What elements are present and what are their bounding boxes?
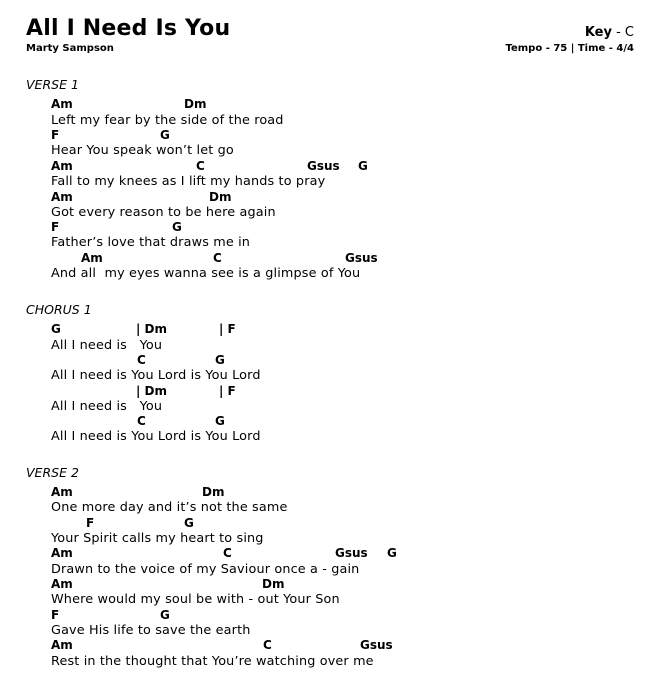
chord: Am	[51, 485, 73, 499]
section-title: VERSE 1	[26, 77, 79, 92]
chord: G	[160, 608, 170, 622]
key-label: Key	[584, 25, 612, 40]
lyric-line: Hear You speak won’t let go	[51, 143, 234, 158]
lyric-line: Your Spirit calls my heart to sing	[51, 531, 264, 546]
chord: C	[137, 353, 146, 367]
chord: Gsus	[307, 159, 340, 173]
song-title: All I Need Is You	[26, 16, 231, 41]
chord: C	[213, 251, 222, 265]
chord-line	[51, 251, 641, 265]
chord: Am	[51, 159, 73, 173]
lyric-line: Rest in the thought that You’re watching over me	[51, 654, 374, 669]
chord: Dm	[184, 97, 207, 111]
chord: G	[51, 322, 61, 336]
chord: G	[184, 516, 194, 530]
chord: F	[51, 128, 60, 142]
chord-line	[51, 485, 641, 499]
chord: C	[263, 638, 272, 652]
chord-line	[51, 546, 641, 560]
section-title: VERSE 2	[26, 465, 79, 480]
chord: Gsus	[360, 638, 393, 652]
section-title: CHORUS 1	[26, 302, 92, 317]
chord-line	[51, 516, 641, 530]
key-indicator	[585, 25, 634, 41]
chord: C	[223, 546, 232, 560]
chord: G	[387, 546, 397, 560]
chord: G	[215, 353, 225, 367]
chord: | Dm	[136, 322, 168, 336]
chord: F	[86, 516, 95, 530]
chord: Dm	[262, 577, 285, 591]
lyric-line: And all my eyes wanna see is a glimpse of You	[51, 266, 361, 281]
chord-line	[51, 638, 641, 652]
lyric-line: All I need is You	[51, 399, 163, 414]
lyric-line: Gave His life to save the earth	[51, 623, 251, 638]
chord: | F	[219, 322, 236, 336]
chord: G	[160, 128, 170, 142]
lyric-line: Got every reason to be here again	[51, 205, 276, 220]
chord: G	[215, 414, 225, 428]
chord: | F	[219, 384, 236, 398]
lyric-line: Drawn to the voice of my Saviour once a - gain	[51, 562, 360, 577]
lyric-line: Fall to my knees as I lift my hands to pray	[51, 174, 326, 189]
chord: Dm	[209, 190, 232, 204]
chord-line	[51, 220, 641, 234]
lyric-line: All I need is You Lord is You Lord	[51, 368, 261, 383]
key-value: - C	[616, 25, 634, 40]
lyric-line: All I need is You	[51, 338, 163, 353]
chord: Gsus	[345, 251, 378, 265]
chord: Am	[51, 546, 73, 560]
chord: Am	[51, 577, 73, 591]
chord: F	[51, 220, 60, 234]
lyric-line: One more day and it’s not the same	[51, 500, 288, 515]
lyric-line: Left my fear by the side of the road	[51, 113, 284, 128]
chord: Am	[51, 190, 73, 204]
chord: G	[358, 159, 368, 173]
chord: | Dm	[136, 384, 168, 398]
lyric-line: Father’s love that draws me in	[51, 235, 251, 250]
chord-line	[51, 97, 641, 111]
chord-line	[51, 190, 641, 204]
lyric-line: All I need is You Lord is You Lord	[51, 429, 261, 444]
chord: Am	[51, 638, 73, 652]
chord-line	[51, 353, 641, 367]
chord: Dm	[202, 485, 225, 499]
chord: Am	[81, 251, 103, 265]
chord-line	[51, 159, 641, 173]
artist-name: Marty Sampson	[26, 43, 114, 54]
chord-line	[51, 384, 641, 398]
tempo-time: Tempo - 75 | Time - 4/4	[505, 43, 634, 54]
chord: C	[196, 159, 205, 173]
chord: C	[137, 414, 146, 428]
chord-line	[51, 577, 641, 591]
chord-line	[51, 608, 641, 622]
chord-line	[51, 128, 641, 142]
chord-line	[51, 414, 641, 428]
chord: Am	[51, 97, 73, 111]
chord: G	[172, 220, 182, 234]
lyric-line: Where would my soul be with - out Your Son	[51, 592, 340, 607]
chord: F	[51, 608, 60, 622]
chord-line	[51, 322, 641, 336]
chord: Gsus	[335, 546, 368, 560]
